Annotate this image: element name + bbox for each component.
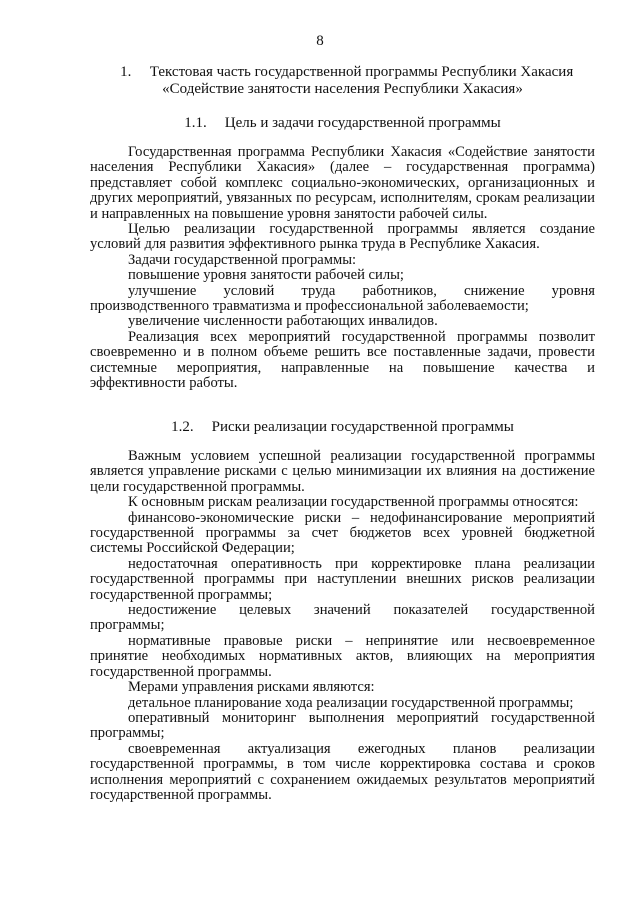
page-number: 8	[316, 33, 324, 49]
section-1-1-title: Цель и задачи государственной программы	[224, 115, 501, 131]
paragraph: финансово-экономические риски – недофинансирование мероприятий государственной программы за счет бюджетов всех уровней бюджетной системы Российской Федерации;	[90, 509, 595, 557]
section-1-title: Текстовая часть государственной программы Республики Хакасия	[149, 64, 574, 80]
paragraph: Целью реализации государственной программы является создание условий для развития эффективного рынка труда в Республике Хакасия.	[90, 221, 595, 253]
paragraph: улучшение условий труда работников, снижение уровня производственного травматизма и профессиональной заболеваемости;	[90, 282, 595, 315]
section-1-number: 1.	[120, 64, 132, 80]
paragraph: детальное планирование хода реализации государственной программы;	[128, 694, 574, 711]
paragraph: К основным рискам реализации государственной программы относятся:	[128, 494, 579, 511]
section-1-1-body	[90, 145, 595, 392]
paragraph: Задачи государственной программы:	[128, 251, 357, 268]
section-1-2-title: Риски реализации государственной программы	[211, 419, 514, 435]
paragraph: Реализация всех мероприятий государственной программы позволит своевременно и в полном объеме решить все поставленные задачи, провести системные мероприятия, направленные на повышение качества и эффективности работы.	[90, 328, 595, 392]
paragraph: повышение уровня занятости рабочей силы;	[128, 267, 404, 284]
paragraph: оперативный мониторинг выполнения мероприятий государственной программы;	[90, 709, 595, 742]
paragraph: Важным условием успешной реализации государственной программы является управление рисками с целью минимизации их влияния на достижение цели государственной программы.	[90, 448, 595, 495]
section-1-1-heading	[90, 115, 595, 132]
section-1-1-number: 1.1.	[184, 115, 207, 131]
section-1-heading	[90, 64, 595, 98]
section-1-2-number: 1.2.	[171, 419, 194, 435]
section-1-2-body	[90, 449, 595, 803]
paragraph: недостижение целевых значений показателей государственной программы;	[90, 602, 595, 634]
paragraph: увеличение численности работающих инвалидов.	[128, 313, 438, 330]
paragraph: нормативные правовые риски – непринятие или несвоевременное принятие необходимых нормативных актов, влияющих на мероприятия государственной программы.	[90, 632, 595, 680]
section-1-title-line-1	[90, 64, 595, 81]
paragraph: недостаточная оперативность при корректировке плана реализации государственной программы при наступлении внешних рисков реализации государственной программы;	[90, 555, 595, 603]
section-1-title-line-2: «Содействие занятости населения Республики Хакасия»	[162, 81, 523, 97]
section-1-2-heading	[90, 419, 595, 436]
paragraph: Государственная программа Республики Хакасия «Содействие занятости населения Республики Хакасия» (далее – государственная программа) представляет собой комплекс социально-экономических, организационных и других мероприятий, увязанных по ресурсам, исполнителям, срокам реализации и направленных на повышение уровня занятости рабочей силы.	[90, 144, 595, 222]
paragraph: своевременная актуализация ежегодных планов реализации государственной программы, в том числе корректировка состава и сроков исполнения мероприятий с сохранением ожидаемых результатов мероприятий государственной программы.	[90, 740, 595, 803]
paragraph: Мерами управления рисками являются:	[128, 679, 375, 696]
